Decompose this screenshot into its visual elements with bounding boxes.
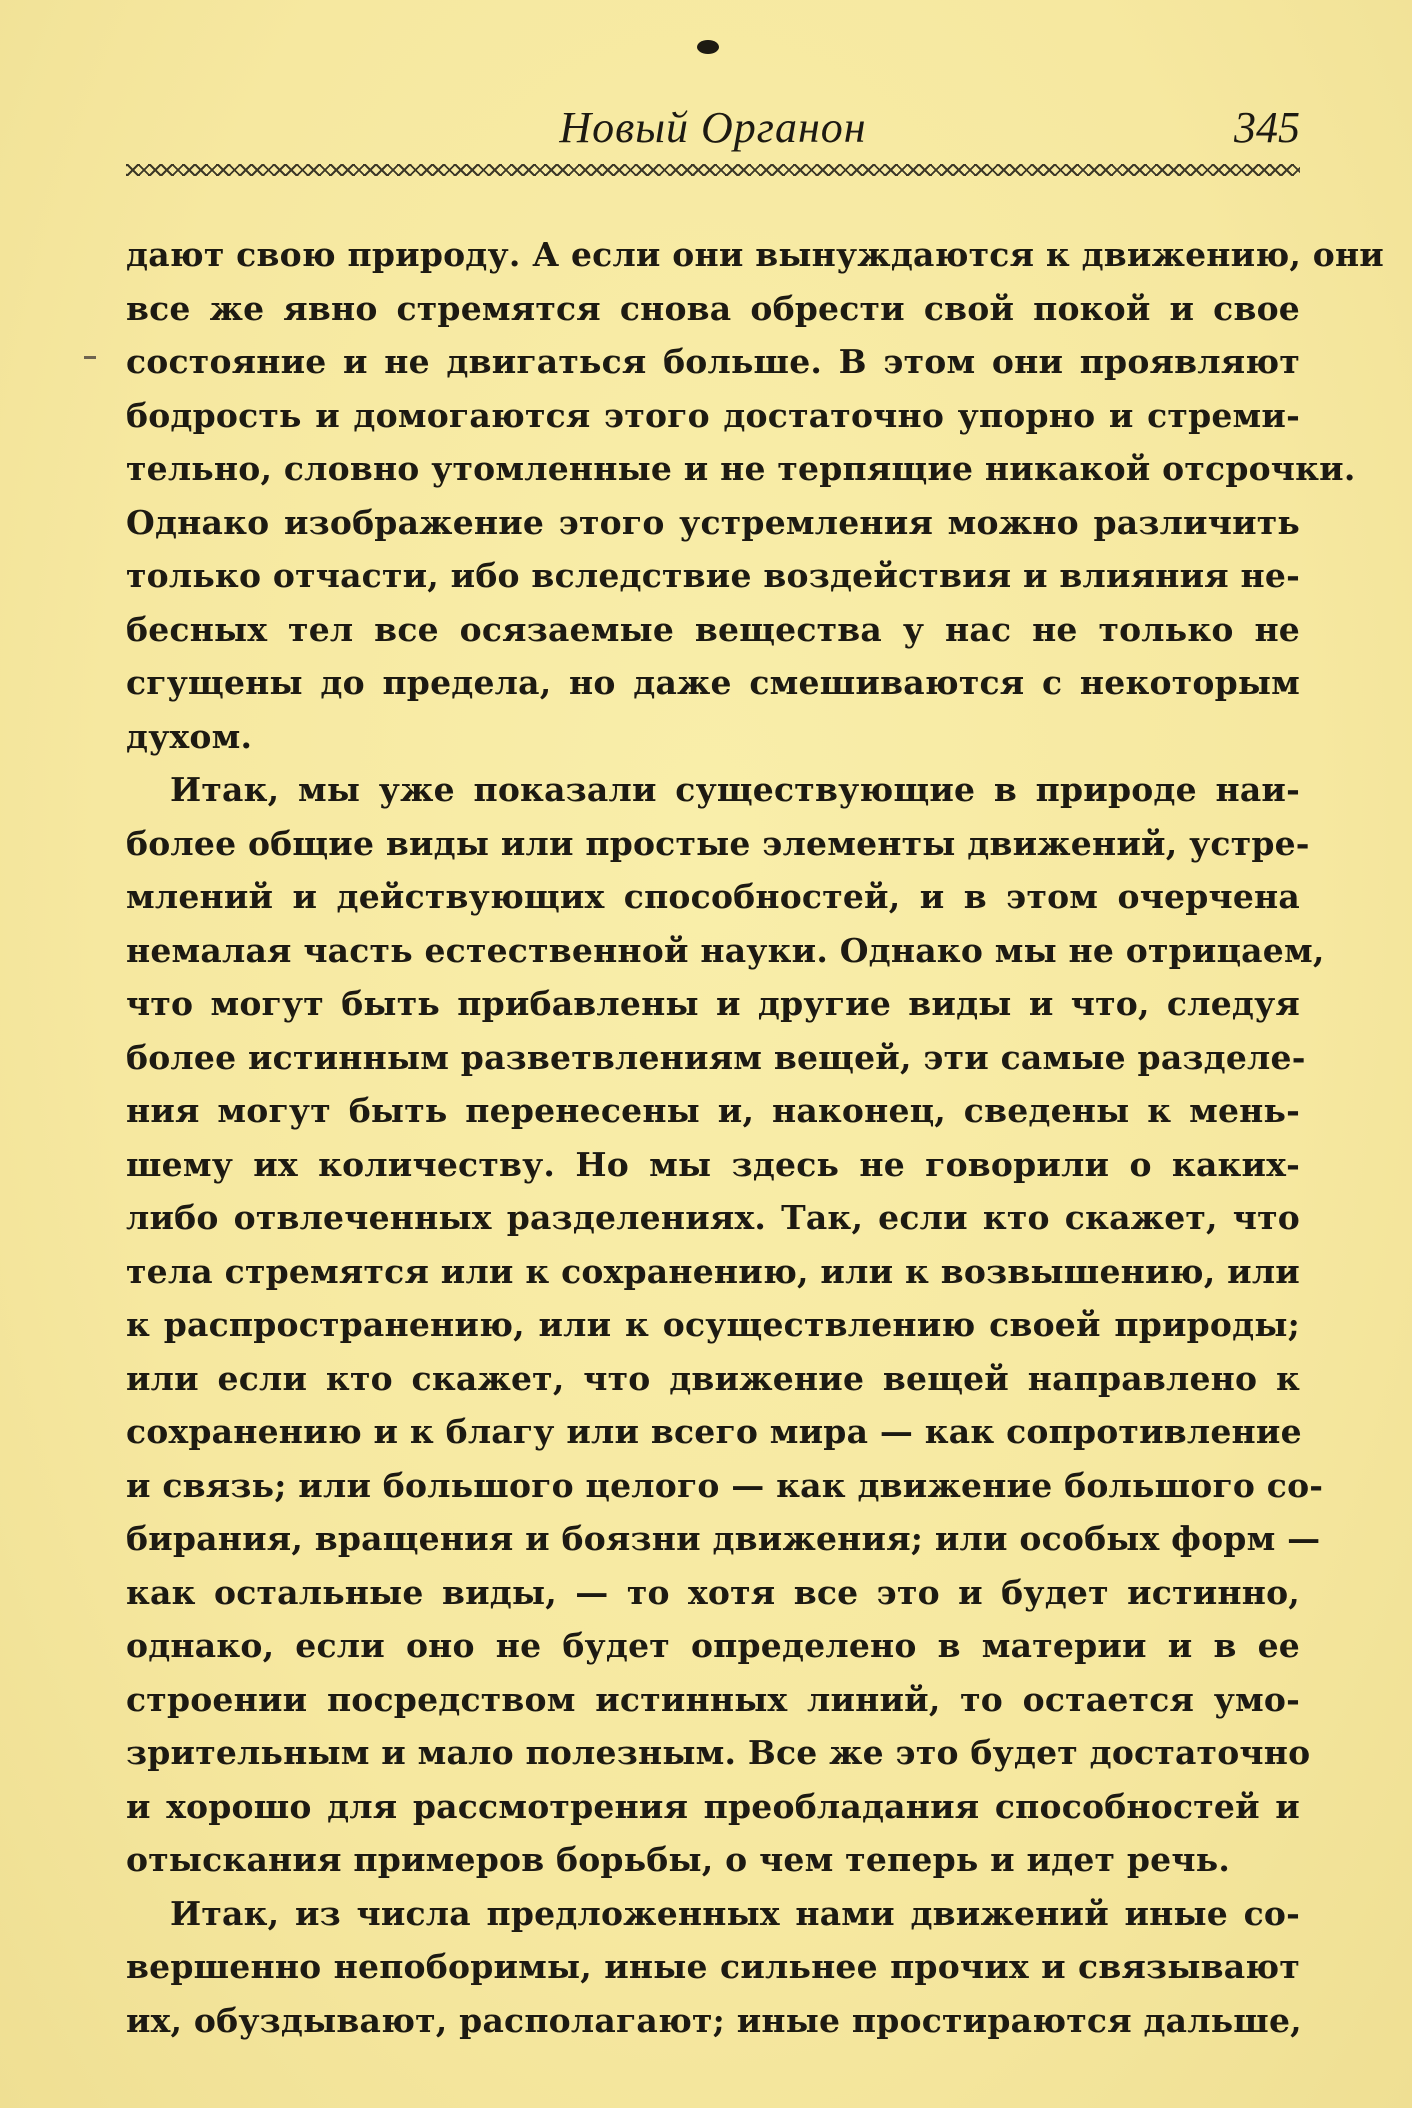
text-line: однако, если оно не будет определено в материи и в ее [126, 1626, 1300, 1665]
text-line: строении посредством истинных линий, то остается умо- [126, 1679, 1300, 1719]
text-line: и связь; или большого целого — как движение большого со- [126, 1465, 1324, 1505]
text-line: тела стремятся или к сохранению, или к возвышению, или [126, 1251, 1300, 1291]
text-line: все же явно стремятся снова обрести свой покой и свое [126, 288, 1300, 328]
margin-dash-mark [84, 356, 96, 359]
text-line: млений и действующих способностей, и в этом очерчена [126, 877, 1300, 916]
text-line: тельно, словно утомленные и не терпящие никакой отсрочки. [126, 449, 1356, 488]
text-line: дают свою природу. А если они вынуждаются к движению, они [126, 235, 1384, 274]
text-line: сохранению и к благу или всего мира — как сопротивление [126, 1412, 1302, 1451]
text-line: ния могут быть перенесены и, наконец, сведены к мень- [126, 1091, 1300, 1130]
text-line: как остальные виды, — то хотя все это и будет истинно, [126, 1572, 1300, 1612]
text-line: Итак, из числа предложенных нами движений иные со- [170, 1893, 1300, 1933]
text-line: сгущены до предела, но даже смешиваются с некоторым [126, 663, 1300, 702]
text-line: или если кто скажет, что движение вещей направлено к [126, 1358, 1300, 1398]
text-line: более истинным разветвлениям вещей, эти самые разделе- [126, 1037, 1306, 1077]
text-line: немалая часть естественной науки. Однако мы не отрицаем, [126, 930, 1325, 970]
text-line: только отчасти, ибо вследствие воздействия и влияния не- [126, 556, 1300, 595]
body-text [126, 228, 1384, 2047]
text-line: к распространению, или к осуществлению своей природы; [126, 1305, 1300, 1344]
text-line: и хорошо для рассмотрения преобладания способностей и [126, 1786, 1300, 1826]
ink-blot-mark [697, 40, 719, 54]
header-ornamental-rule [126, 164, 1300, 176]
text-line: их, обуздывают, располагают; иные простираются дальше, [126, 2000, 1302, 2040]
text-line: отыскания примеров борьбы, о чем теперь и идет речь. [126, 1840, 1231, 1879]
text-line: зрительным и мало полезным. Все же это будет достаточно [126, 1733, 1311, 1772]
running-header [126, 98, 1300, 158]
text-line: более общие виды или простые элементы движений, устре- [126, 823, 1310, 863]
text-line: Однако изображение этого устремления можно различить [126, 502, 1300, 542]
text-line: шему их количеству. Но мы здесь не говорили о каких- [126, 1144, 1300, 1184]
text-line: Итак, мы уже показали существующие в природе наи- [170, 770, 1300, 809]
text-line: либо отвлеченных разделениях. Так, если кто скажет, что [126, 1198, 1300, 1237]
page-number: 345 [1234, 103, 1300, 152]
text-line: что могут быть прибавлены и другие виды и что, следуя [126, 984, 1300, 1023]
text-line: бодрость и домогаются этого достаточно упорно и стреми- [126, 395, 1300, 435]
text-line: духом. [126, 716, 253, 756]
text-line: бирания, вращения и боязни движения; или особых форм — [126, 1519, 1321, 1558]
text-line: вершенно непоборимы, иные сильнее прочих и связывают [126, 1947, 1300, 1986]
text-line: состояние и не двигаться больше. В этом они проявляют [126, 342, 1300, 381]
header-title: Новый Органон [559, 103, 867, 152]
text-line: бесных тел все осязаемые вещества у нас не только не [126, 609, 1300, 649]
